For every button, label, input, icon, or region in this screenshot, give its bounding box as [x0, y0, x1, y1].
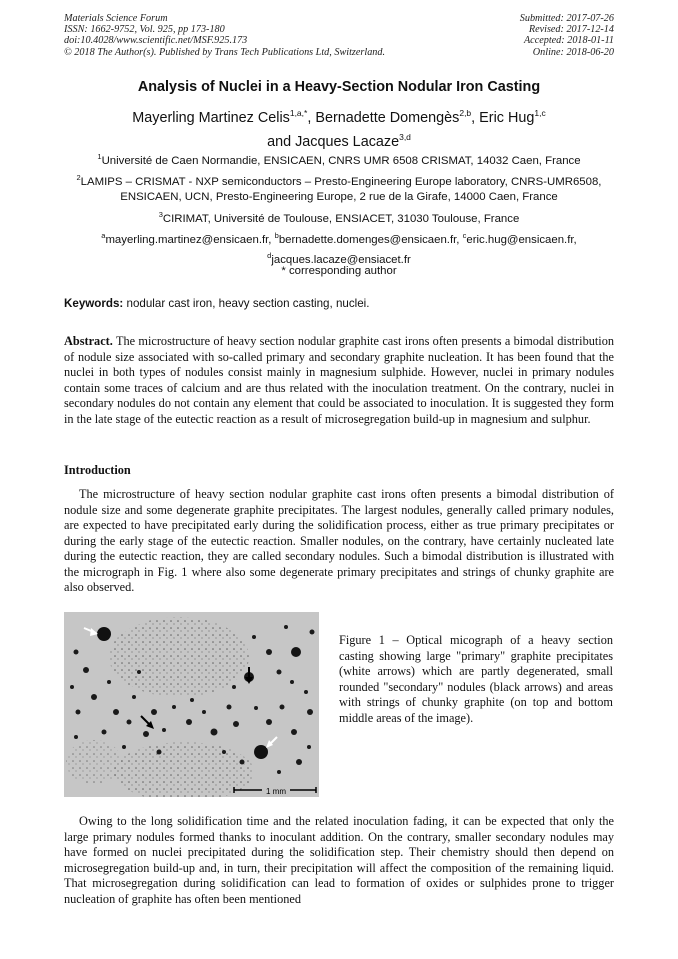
keywords-label: Keywords:	[64, 297, 124, 310]
author-affiliation-sup: 3,d	[399, 131, 411, 142]
email-link[interactable]: bernadette.domenges@ensicaen.fr,	[278, 233, 463, 246]
micrograph-image	[64, 612, 319, 797]
affiliation-sup: 3	[158, 210, 163, 219]
abstract-label: Abstract.	[64, 334, 113, 348]
author-name: Mayerling Martinez Celis	[132, 109, 290, 126]
email-sup: d	[267, 251, 272, 261]
introduction-paragraph-1: The microstructure of heavy section nodular graphite cast irons often presents a bimodal distribution of nodule size and some degenerate graphite precipitates. The largest nodules, generally called primary nodules, are expected to have precipitated early during the solidification process, either as true primary precipitates or during the early stage of the eutectic reaction. Smaller nodules, on the contrary, have certainly nucleated late during the eutectic reaction, they are called secondary nodules. Such a bimodal distribution is illustrated with the micrograph in Fig. 1 where also some degenerate primary precipitates and strings of chunky graphite are also observed.	[64, 487, 614, 594]
author-affiliation-sup: 2,b	[459, 108, 472, 118]
issn-line: ISSN: 1662-9752, Vol. 925, pp 173-180	[64, 24, 225, 36]
author-affiliation-sup: 1,a,*	[289, 108, 308, 118]
author-name: Eric Hug	[479, 109, 535, 126]
figure-1-micrograph	[64, 612, 319, 797]
section-heading-introduction: Introduction	[64, 463, 131, 477]
submitted-date: Submitted: 2017-07-26	[519, 13, 614, 24]
introduction-paragraph-2: Owing to the long solidification time and the related inoculation fading, it can be expected that only the large primary nodules formed thanks to inoculant addition. On the contrary, smaller secondary nodules may have formed on nuclei precipitated during the solidification step. Their chemistry should then depend on microsegregation build-up and, in turn, their precipitation will affect the composition of the remaining liquid. That microsegregation during solidification can lead to formation of oxides or sulphides prone to trigger nucleation of graphite has often been mentioned	[64, 814, 614, 906]
abstract-text: The microstructure of heavy section nodular graphite cast irons often presents a bimodal distribution of nodule size associated with so-called primary and secondary graphite nucleation. It has been found that the nuclei in both types of nodules consist mainly in magnesium sulphide. However, nuclei in primary nodules contain some traces of calcium and are thus related with the inoculation treatment. On the contrary, nuclei in secondary nodules do not contain any element that could be associated to inoculation. It is suggested they form in the late stage of the eutectic reaction as a result of microsegregation build-up in magnesium and sulphur.	[64, 334, 614, 426]
journal-header-left	[64, 13, 385, 58]
primary-nodule	[254, 745, 268, 759]
figure-1-caption: Figure 1 – Optical micograph of a heavy section casting showing large "primary" graphite precipitates (white arrows) which are partly degenerated, small rounded "secondary" nodules (black arrows) and areas with strings of chunky graphite (on top and bottom middle areas of the image).	[339, 633, 613, 725]
author-affiliation-sup: 1,c	[534, 108, 546, 118]
journal-name: Materials Science Forum	[64, 13, 168, 24]
accepted-date: Accepted: 2018-01-11	[523, 35, 614, 47]
journal-header-right	[520, 13, 614, 58]
abstract	[64, 334, 614, 427]
email-link[interactable]: eric.hug@ensicaen.fr,	[466, 233, 577, 246]
primary-nodule	[291, 647, 301, 657]
online-date: Online: 2018-06-20	[532, 46, 614, 58]
affiliation-sup: 1	[97, 152, 102, 161]
email-sup: b	[274, 231, 279, 240]
author-line-1	[0, 104, 678, 128]
affiliation-text: CIRIMAT, Université de Toulouse, ENSIACET, 31030 Toulouse, France	[162, 212, 520, 225]
author-name: Bernadette Domengès	[315, 109, 460, 126]
affiliation-text: LAMIPS – CRISMAT - NXP semiconductors – Presto-Engineering Europe laboratory, CNRS-UMR6508, ENSICAEN, UCN, Presto-Engineering Europe, 2 rue de la Girafe, 14000 Caen, France	[80, 175, 602, 204]
author-name: and Jacques Lacaze	[267, 133, 400, 150]
affiliation-sup: 2	[76, 173, 81, 182]
email-link[interactable]: jacques.lacaze@ensiacet.fr	[271, 254, 411, 267]
affiliation-1	[64, 149, 614, 169]
copyright-line: © 2018 The Author(s). Published by Trans Tech Publications Ltd, Switzerland.	[64, 46, 386, 58]
email-sup: a	[101, 231, 106, 240]
author-separator: ,	[471, 109, 480, 126]
author-separator: ,	[307, 109, 316, 126]
keywords	[64, 297, 614, 310]
primary-nodule	[97, 627, 111, 641]
email-list	[64, 228, 614, 269]
paper-title: Analysis of Nuclei in a Heavy-Section Nodular Iron Casting	[137, 79, 541, 95]
doi-line: doi:10.4028/www.scientific.net/MSF.925.173	[64, 35, 248, 47]
chunky-graphite-area	[66, 740, 122, 784]
affiliation-3	[64, 207, 614, 227]
chunky-graphite-area	[109, 617, 249, 697]
affiliation-2	[64, 170, 614, 206]
email-sup: c	[462, 231, 467, 240]
author-list	[0, 104, 678, 152]
affiliation-text: Université de Caen Normandie, ENSICAEN, CNRS UMR 6508 CRISMAT, 14032 Caen, France	[101, 154, 581, 167]
scale-bar-label: 1 mm	[266, 787, 286, 796]
revised-date: Revised: 2017-12-14	[528, 24, 614, 36]
corresponding-author-note: * corresponding author	[281, 265, 397, 277]
keywords-text: nodular cast iron, heavy section casting, nuclei.	[123, 297, 370, 310]
email-link[interactable]: mayerling.martinez@ensicaen.fr,	[105, 233, 275, 246]
